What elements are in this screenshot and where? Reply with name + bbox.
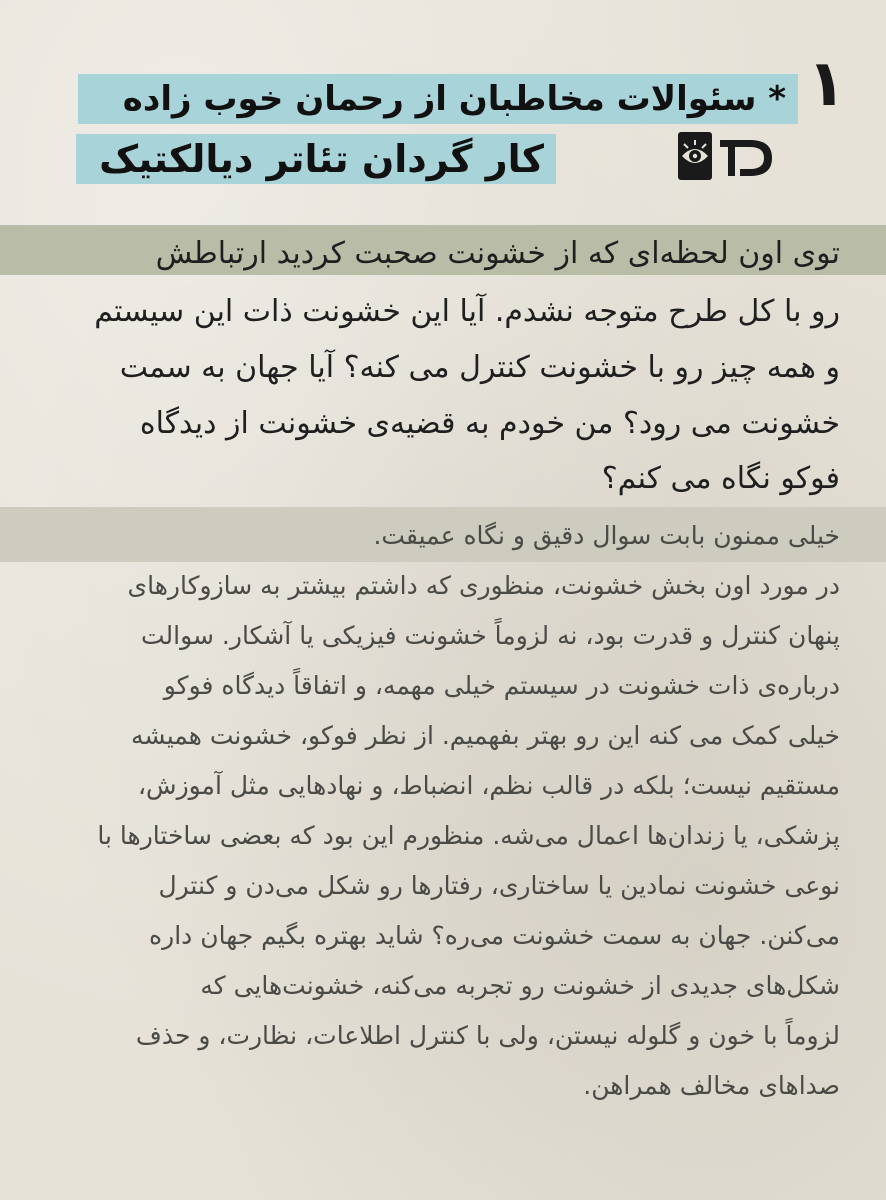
answer-line: نوعی خشونت نمادین یا ساختاری، رفتارها رو شکل می‌دن و کنترل [158,871,840,900]
answer-line: پنهان کنترل و قدرت بود، نه لزوماً خشونت فیزیکی یا آشکار. سوالت [141,621,840,650]
answer-line: می‌کنن. جهان به سمت خشونت می‌ره؟ شاید بهتره بگیم جهان داره [149,921,840,950]
answer-line: خیلی کمک می کنه این رو بهتر بفهمیم. از نظر فوکو، خشونت همیشه [131,721,840,750]
answer-line: صداهای مخالف همراهن. [583,1071,840,1100]
question-line: فوکو نگاه می کنم؟ [601,461,840,496]
answer-line: پزشکی، یا زندان‌ها اعمال می‌شه. منظورم این بود که بعضی ساختارها با [97,821,840,850]
item-number: ۱ [806,47,846,121]
answer-line: لزوماً با خون و گلوله نیستن، ولی با کنترل اطلاعات، نظارت، و حذف [135,1021,840,1050]
question-line: خشونت می رود؟ من خودم به قضیه‌ی خشونت از دیدگاه [139,406,840,441]
question-line: و همه چیز رو با خشونت کنترل می کنه؟ آیا جهان به سمت [119,350,840,385]
question-line: توی اون لحظه‌ای که از خشونت صحبت کردید ارتباطش [155,236,840,271]
question-line: رو با کل طرح متوجه نشدم. آیا این خشونت ذات این سیستم [94,294,840,329]
header [0,0,886,200]
answer-line: درباره‌ی ذات خشونت در سیستم خیلی مهمه، و اتفاقاً دیدگاه فوکو [163,671,840,700]
answer-line: شکل‌های جدیدی از خشونت رو تجربه می‌کنه، خشونت‌هایی که [200,971,840,1000]
title-line-1: * سئوالات مخاطبان از رحمان خوب زاده [78,74,798,124]
answer-line: مستقیم نیست؛ بلکه در قالب نظم، انضباط، و نهادهایی مثل آموزش، [137,771,840,800]
answer-line: در مورد اون بخش خشونت، منظوری که داشتم بیشتر به سازوکارهای [127,571,840,600]
dialectic-theater-logo [676,130,776,186]
title-line-2: کار گردان تئاتر دیالکتیک [76,134,556,184]
answer-line: خیلی ممنون بابت سوال دقیق و نگاه عمیقت. [373,521,840,550]
